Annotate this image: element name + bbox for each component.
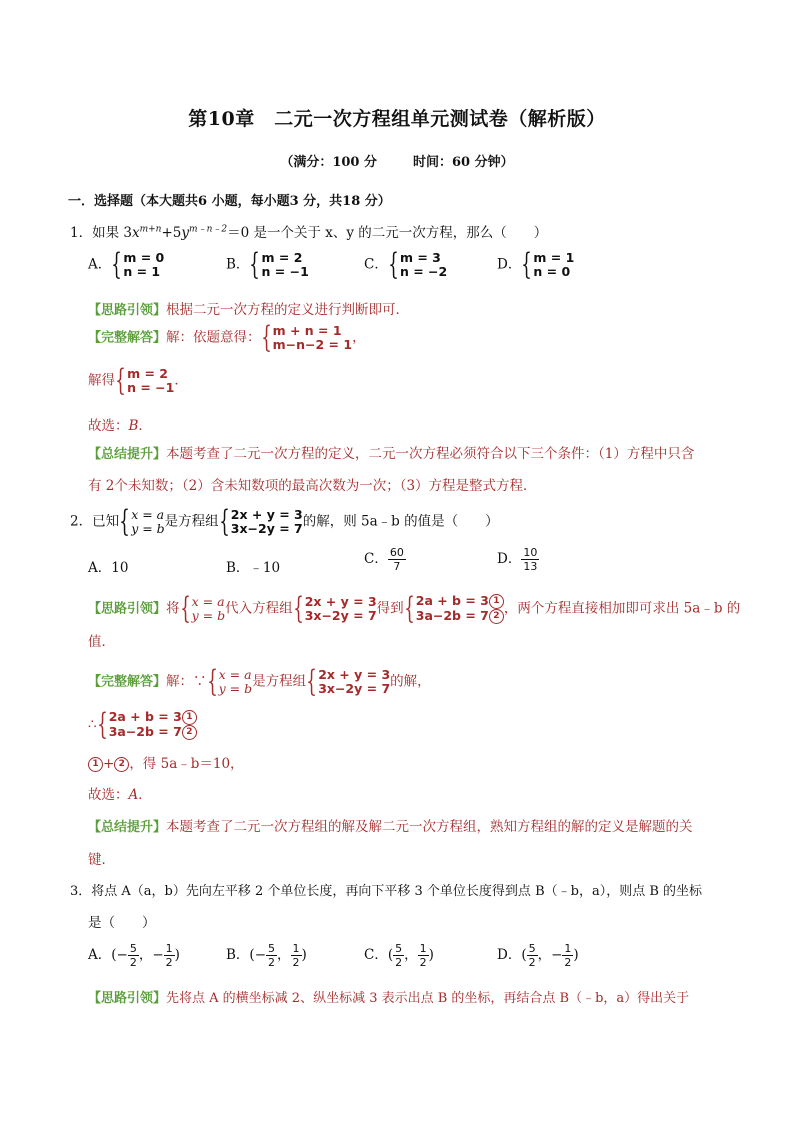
question-1-hint: 【思路引领】根据二元一次方程的定义进行判断即可． xyxy=(88,302,410,318)
circled-one: 1 xyxy=(489,594,504,609)
question-1-solution: 解得 { m = 2 n = −1 ． xyxy=(88,363,188,398)
time-limit: 时间：60 分钟） xyxy=(413,155,514,170)
question-1-answer: 【完整解答】解：依题意得： { m + n = 1 m−n−2 = 1 ， xyxy=(88,320,366,355)
page-title: 第10章 二元一次方程组单元测试卷（解析版） xyxy=(188,108,606,130)
total-score: （满分：100 分 xyxy=(280,155,378,170)
question-1-stem: 1．如果 $3x^{m+n}+5y^{m﹣n﹣2}=0$ 是一个关于 x、y 的二元一次方程，那么（ ） xyxy=(70,224,548,241)
question-1-summary: 【总结提升】本题考查了二元一次方程的定义，二元一次方程必须符合以下三个条件：（1）方程中只含 xyxy=(88,446,695,462)
question-3-option-b[interactable]: B．(− $\frac{5}{2}$ ， $\frac{1}{2}$ ) xyxy=(226,942,307,969)
question-2-summary: 【总结提升】本题考查了二元一次方程组的解及解二元一次方程组，熟知方程组的解的定义是解题的关 xyxy=(88,819,693,835)
question-2-answer: 【完整解答】解：∵ { x = a y = b 是方程组 { 2x + y = 3 3x−2y = 7 的解， xyxy=(88,664,431,699)
section-heading: 一．选择题（本大题共6 小题，每小题3 分，共18 分） xyxy=(68,194,391,209)
question-2-option-a[interactable]: A．10 xyxy=(88,560,129,576)
question-1-choice: 故选：B． xyxy=(88,418,152,434)
question-2-option-d[interactable]: D． $\frac{10}{13}$ xyxy=(497,546,538,573)
question-1-option-d[interactable]: D． { m = 1 n = 0 xyxy=(497,247,575,282)
question-2-derivation: ∴ { 2a + b = 3 1 3a−2b = 7 2 xyxy=(88,710,197,740)
question-2-option-c[interactable]: C． $\frac{60}{7}$ xyxy=(364,546,404,573)
circled-two: 2 xyxy=(182,725,197,740)
question-1-option-a[interactable]: A． { m = 0 n = 1 xyxy=(88,247,165,282)
question-3-hint: 【思路引领】先将点 A 的横坐标减 2、纵坐标减 3 表示出点 B 的坐标，再结合点 B（﹣b，a）得出关于 xyxy=(88,991,690,1006)
circled-two: 2 xyxy=(489,609,504,624)
question-1-option-b[interactable]: B． { m = 2 n = −1 xyxy=(226,247,309,282)
circled-two: 2 xyxy=(114,757,129,772)
circled-one: 1 xyxy=(88,757,103,772)
question-2-summary-cont: 键． xyxy=(88,852,115,868)
question-1-option-c[interactable]: C． { m = 3 n = −2 xyxy=(364,247,448,282)
question-3-option-a[interactable]: A．(− $\frac{5}{2}$ ，− $\frac{1}{2}$ ) xyxy=(88,942,180,969)
circled-one: 1 xyxy=(182,710,197,725)
question-3-stem-cont: 是（ ） xyxy=(88,915,156,931)
question-3-option-d[interactable]: D．( $\frac{5}{2}$ ，− $\frac{1}{2}$ ) xyxy=(497,942,579,969)
exam-info xyxy=(0,151,794,170)
question-2-stem: 2．已知 { x = a y = b 是方程组 { 2x + y = 3 3x−2y = 7 的解，则 5a﹣b 的值是（ ） xyxy=(70,504,499,539)
question-2-hint: 【思路引领】将 { x = a y = b 代入方程组 { 2x + y = 3 3x−2y = 7 得到 { 2a + b = 3 1 3a−2b = 7 2 ，两个方程直接相加即可求出 5a﹣b 的 xyxy=(88,591,741,626)
question-2-sum: 1 + 2 ，得 5a﹣b＝10， xyxy=(88,752,244,772)
question-3-stem: 3．将点 A（a，b）先向左平移 2 个单位长度，再向下平移 3 个单位长度得到点 B（﹣b，a），则点 B 的坐标 xyxy=(70,884,703,899)
question-2-option-b[interactable]: B．﹣10 xyxy=(226,560,281,576)
question-3-option-c[interactable]: C．( $\frac{5}{2}$ ， $\frac{1}{2}$ ) xyxy=(364,942,434,969)
question-2-hint-cont: 值． xyxy=(88,634,115,650)
question-1-summary-cont: 有 2个未知数；（2）含未知数项的最高次数为一次；（3）方程是整式方程． xyxy=(88,478,537,494)
question-2-choice: 故选：A． xyxy=(88,787,152,803)
